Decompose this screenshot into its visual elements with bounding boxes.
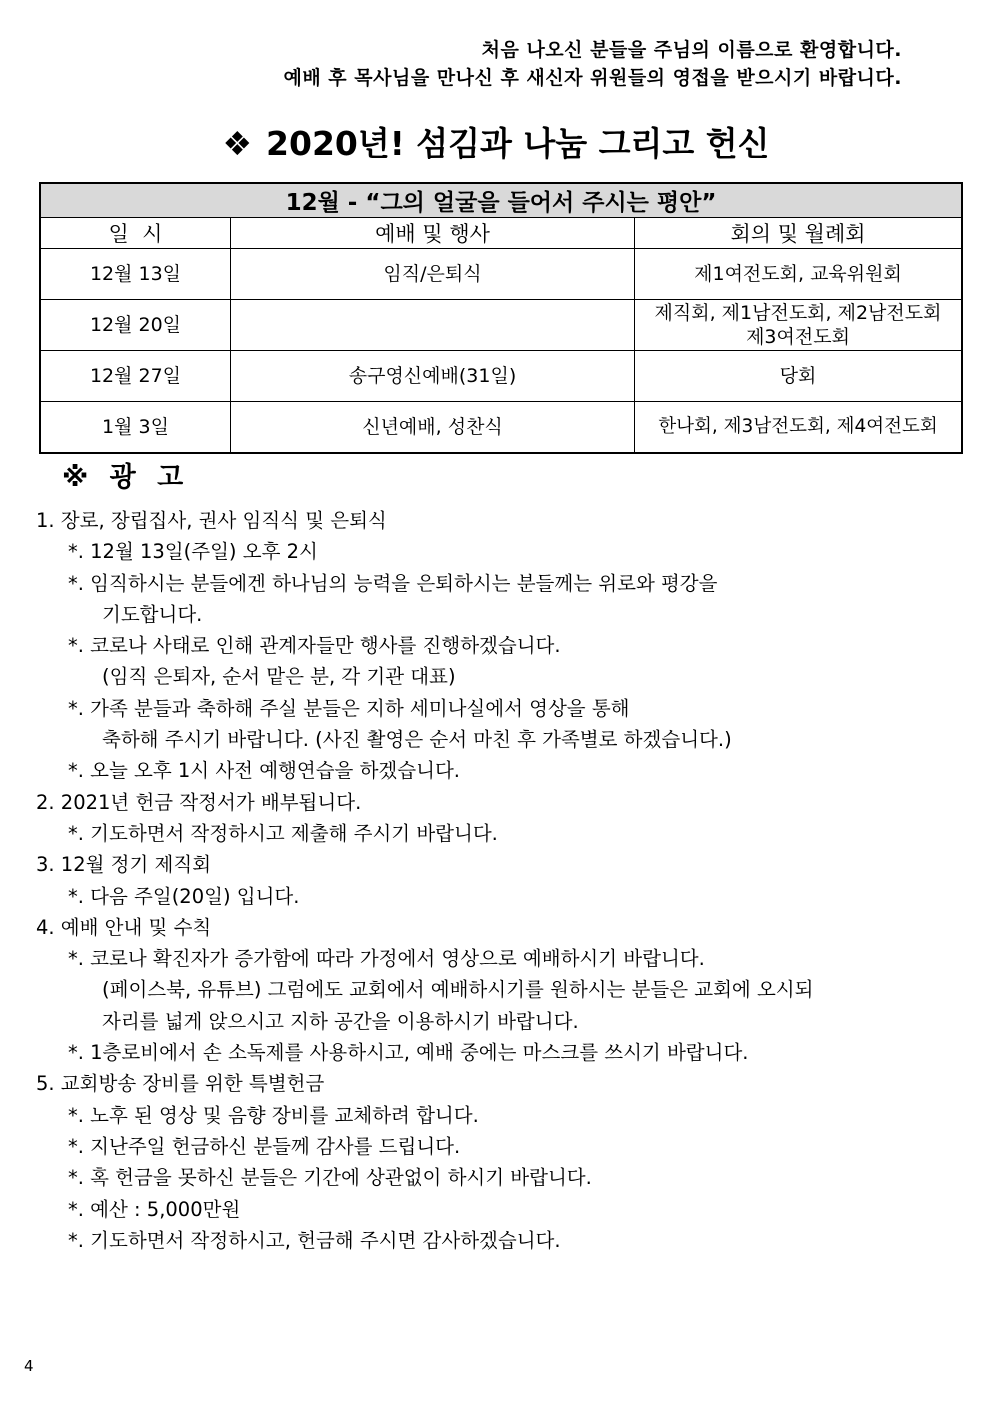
column-header-date: 일 시 [41, 218, 231, 249]
notice-detail: *. 코로나 확진자가 증가함에 따라 가정에서 영상으로 예배하시기 바랍니다. [68, 947, 705, 971]
table-row [41, 402, 962, 453]
notice-detail: (페이스북, 유튜브) 그럼에도 교회에서 예배하시기를 원하시는 분들은 교회에 오시되 [102, 978, 814, 1002]
event-cell: 송구영신예배(31일) [231, 351, 635, 402]
meeting-line: 제1여전도회, 교육위원회 [694, 263, 902, 285]
notice-detail: *. 1층로비에서 손 소독제를 사용하시고, 예배 중에는 마스크를 쓰시기 바랍니다. [68, 1041, 749, 1065]
notice-detail: 자리를 넓게 앉으시고 지하 공간을 이용하시기 바랍니다. [102, 1009, 579, 1033]
meeting-cell [635, 351, 962, 402]
page-title-text: 2020년! 섬김과 나눔 그리고 헌신 [266, 124, 770, 163]
notice-detail: *. 기도하면서 작정하시고, 헌금해 주시면 감사하겠습니다. [68, 1228, 561, 1252]
notice-detail: 기도합니다. [102, 602, 203, 626]
meeting-line: 당회 [779, 365, 817, 387]
diamond-bullet-icon: ❖ [222, 124, 253, 163]
notice-detail: *. 임직하시는 분들에겐 하나님의 능력을 은퇴하시는 분들께는 위로와 평강을 [68, 571, 718, 595]
column-header-event: 예배 및 행사 [231, 218, 635, 249]
table-row [41, 249, 962, 300]
notice-detail: *. 코로나 사태로 인해 관계자들만 행사를 진행하겠습니다. [68, 634, 561, 658]
notice-detail: *. 노후 된 영상 및 음향 장비를 교체하려 합니다. [68, 1103, 479, 1127]
notice-detail: *. 12월 13일(주일) 오후 2시 [68, 540, 318, 564]
meeting-line: 제직회, 제1남전도회, 제2남전도회 [654, 302, 942, 324]
notice-detail: *. 혹 헌금을 못하신 분들은 기간에 상관없이 하시기 바랍니다. [68, 1166, 592, 1190]
welcome-line: 처음 나오신 분들을 주님의 이름으로 환영합니다. [481, 39, 902, 61]
meeting-cell [635, 402, 962, 453]
notice-detail: *. 오늘 오후 1시 사전 예행연습을 하겠습니다. [68, 759, 460, 783]
notice-item: 5. 교회방송 장비를 위한 특별헌금 [36, 1072, 325, 1096]
notice-list [36, 505, 956, 1256]
schedule-table [40, 183, 962, 453]
meeting-cell [635, 249, 962, 300]
column-header-meeting: 회의 및 월례회 [635, 218, 962, 249]
notice-item: 3. 12월 정기 제직회 [36, 853, 212, 877]
welcome-line: 예배 후 목사님을 만나신 후 새신자 위원들의 영접을 받으시기 바랍니다. [283, 67, 902, 89]
notice-item: 1. 장로, 장립집사, 권사 임직식 및 은퇴식 [36, 509, 387, 532]
meeting-line: 제3여전도회 [746, 326, 850, 348]
date-cell: 12월 20일 [41, 300, 231, 351]
event-cell: 신년예배, 성찬식 [231, 402, 635, 453]
notice-detail: *. 지난주일 헌금하신 분들께 감사를 드립니다. [68, 1134, 461, 1158]
notice-detail: 축하해 주시기 바랍니다. (사진 촬영은 순서 마친 후 가족별로 하겠습니다.) [102, 728, 732, 752]
event-cell [231, 300, 635, 351]
page-number: 4 [24, 1357, 34, 1375]
welcome-message [283, 36, 902, 92]
date-cell: 12월 27일 [41, 351, 231, 402]
notice-detail: *. 기도하면서 작정하시고 제출해 주시기 바랍니다. [68, 821, 498, 845]
date-cell: 12월 13일 [41, 249, 231, 300]
meeting-cell [635, 300, 962, 351]
event-cell: 임직/은퇴식 [231, 249, 635, 300]
page-title [0, 118, 992, 165]
schedule-theme: 12월 - “그의 얼굴을 들어서 주시는 평안” [41, 184, 962, 218]
table-row [41, 351, 962, 402]
notice-heading: ※ 광 고 [62, 462, 190, 493]
date-cell: 1월 3일 [41, 402, 231, 453]
meeting-line: 한나회, 제3남전도회, 제4여전도회 [658, 416, 938, 437]
table-row [41, 300, 962, 351]
notice-detail: *. 예산 : 5,000만원 [68, 1197, 241, 1221]
notice-item: 2. 2021년 헌금 작정서가 배부됩니다. [36, 790, 362, 814]
notice-detail: *. 다음 주일(20일) 입니다. [68, 884, 300, 908]
notice-detail: (임직 은퇴자, 순서 맡은 분, 각 기관 대표) [102, 665, 456, 689]
notice-item: 4. 예배 안내 및 수칙 [36, 915, 212, 939]
notice-detail: *. 가족 분들과 축하해 주실 분들은 지하 세미나실에서 영상을 통해 [68, 696, 630, 720]
